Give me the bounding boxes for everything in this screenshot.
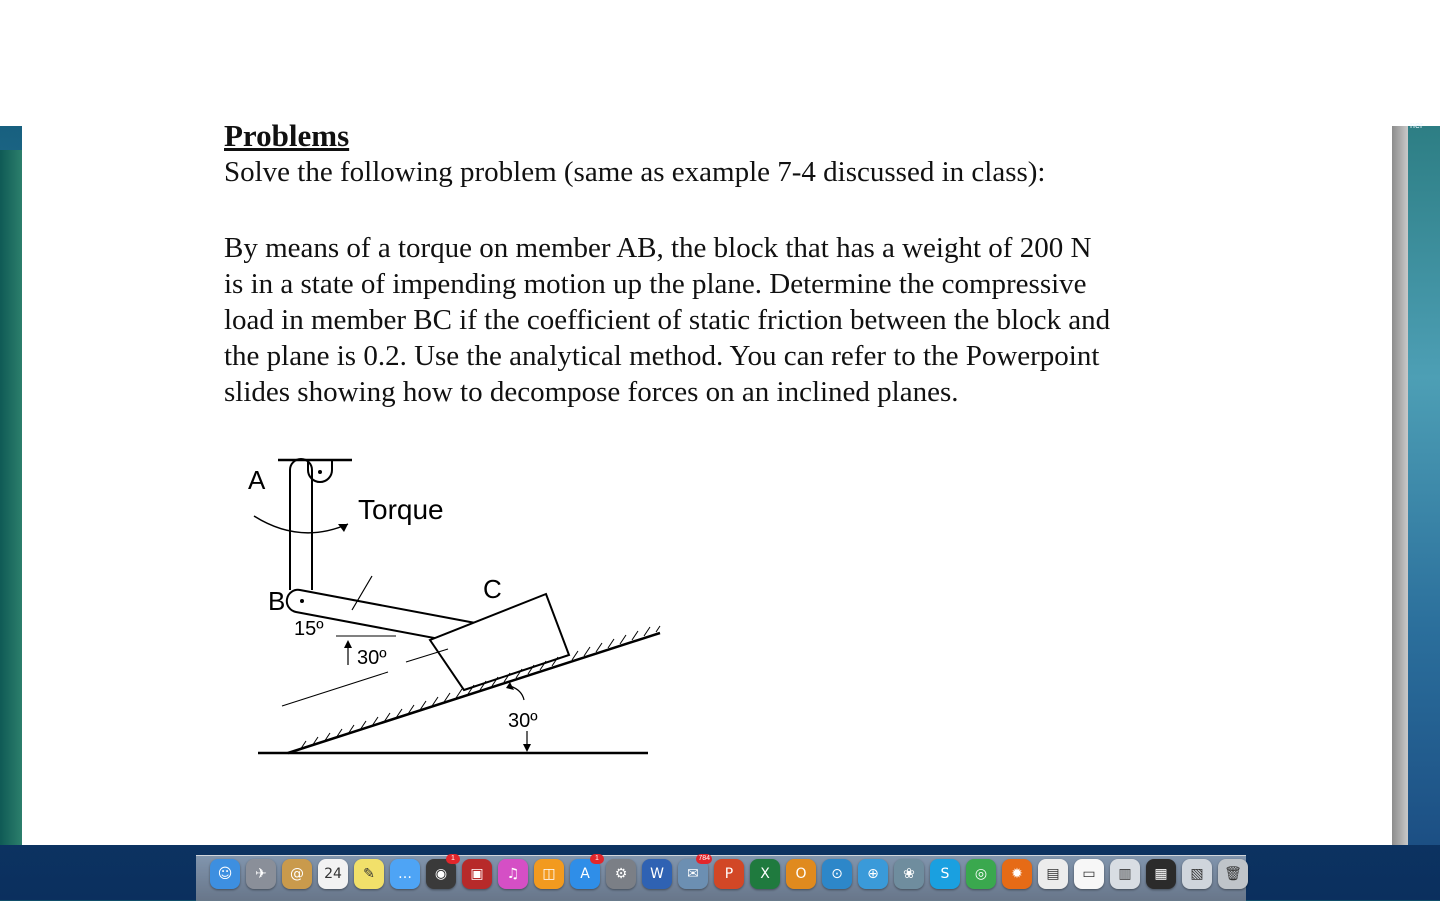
intro-line: Solve the following problem (same as example 7-4 discussed in class): [224, 156, 1046, 188]
pin-b [300, 599, 304, 603]
appstore-icon[interactable] [570, 855, 600, 889]
dock-icon-glyph: ✎ [363, 866, 375, 882]
dock-icon-glyph: ▥ [1118, 866, 1132, 882]
label-a: A [248, 465, 266, 495]
dock-icon-glyph: ✈ [255, 866, 267, 882]
excel-icon[interactable] [750, 859, 780, 889]
dock-badge: 784 [698, 855, 710, 862]
left-wallpaper-strip [0, 150, 22, 845]
chrome-icon[interactable] [966, 859, 996, 889]
calendar-icon[interactable] [318, 859, 348, 889]
label-angle-30-plane: 30º [508, 710, 538, 732]
problem-paragraph [224, 230, 1204, 410]
dock-icon-glyph: @ [290, 866, 304, 882]
dock-icon-glyph: ❀ [903, 866, 915, 882]
paragraph-line: the plane is 0.2. Use the analytical method. You can refer to the Powerpoint [224, 340, 1100, 372]
dock-icon-glyph: A [580, 866, 590, 882]
finder-icon[interactable] [210, 859, 240, 889]
firefox-icon[interactable] [1002, 859, 1032, 889]
itunes-icon[interactable] [498, 859, 528, 889]
dock-icon-glyph: 24 [324, 866, 342, 882]
torque-arc [254, 516, 348, 533]
dock-icon-glyph: ✉ [687, 866, 699, 882]
dock-icon-glyph: ⚙ [614, 866, 628, 882]
dock-icon-glyph: ♫ [506, 866, 520, 882]
skype-icon[interactable] [930, 859, 960, 889]
desktop-wallpaper [1408, 126, 1440, 845]
pin-a [318, 470, 322, 474]
onenote-icon[interactable] [786, 859, 816, 889]
facetime-icon[interactable] [426, 855, 456, 889]
label-b: B [268, 586, 286, 616]
dock-icons [210, 854, 1248, 894]
angle-arrowhead-30-member [344, 640, 352, 648]
blank-doc-icon[interactable] [1074, 859, 1104, 889]
dock-icon-glyph: ⊙ [831, 866, 843, 882]
dock-icon-glyph: ☺ [217, 866, 233, 882]
powerpoint-icon[interactable] [714, 859, 744, 889]
dock-icon-glyph: W [650, 866, 664, 882]
dock-icon-glyph: ◉ [434, 866, 448, 882]
problems-heading: Problems [224, 118, 350, 153]
label-c: C [483, 574, 502, 604]
preview-icon[interactable] [894, 859, 924, 889]
dock-icon-glyph: X [760, 866, 770, 882]
dock-badge: 1 [590, 854, 604, 864]
dock-badge: 1 [446, 854, 460, 864]
dock-icon-glyph: O [795, 866, 807, 882]
paragraph-line: load in member BC if the coefficient of static friction between the block and [224, 304, 1111, 336]
contacts-icon[interactable] [282, 859, 312, 889]
word-icon[interactable] [642, 859, 672, 889]
dock-icon-glyph: ▣ [470, 866, 484, 882]
paragraph-line: slides showing how to decompose forces on an inclined planes. [224, 376, 959, 408]
label-angle-15: 15º [294, 618, 324, 640]
dock-icon-glyph: ▧ [1190, 866, 1204, 882]
mechanism-figure [240, 450, 680, 770]
dock-icon-glyph: P [724, 866, 734, 882]
screen-thumb-icon[interactable] [1146, 859, 1176, 889]
mechanism-diagram [240, 450, 680, 770]
top-blank-area [0, 0, 1440, 126]
dock-icon-glyph: ⊕ [867, 866, 879, 882]
angle-arrowhead-30-plane-bottom [523, 744, 531, 752]
window-scroll-edge[interactable] [1392, 126, 1408, 845]
photobooth-icon[interactable] [462, 859, 492, 889]
outlook-icon[interactable] [822, 859, 852, 889]
window-thumb-icon[interactable] [1110, 859, 1140, 889]
dock-icon-glyph: 🗑 [1224, 866, 1242, 882]
image-thumb-icon[interactable] [1182, 859, 1212, 889]
parallel-reference-1 [282, 672, 388, 706]
dock-icon-glyph: ◎ [974, 866, 988, 882]
paragraph-line: By means of a torque on member AB, the block that has a weight of 200 N [224, 232, 1092, 264]
label-torque: Torque [358, 494, 444, 525]
member-ab [290, 459, 312, 590]
label-angle-30-member: 30º [357, 647, 387, 669]
dock-icon-glyph: ▭ [1082, 866, 1096, 882]
dock-icon-glyph: ▤ [1046, 866, 1060, 882]
document-text [224, 118, 1204, 410]
doc-file-icon[interactable] [1038, 859, 1068, 889]
paragraph-line: is in a state of impending motion up the plane. Determine the compressive [224, 268, 1087, 300]
notes-icon[interactable] [354, 859, 384, 889]
dock-icon-glyph: S [940, 866, 950, 882]
ibooks-icon[interactable] [534, 859, 564, 889]
trash-icon[interactable] [1218, 859, 1248, 889]
dock-icon-glyph: ✹ [1011, 866, 1023, 882]
background-window-label: ner [1410, 120, 1424, 130]
block [430, 594, 569, 690]
dock-icon-glyph: ◫ [542, 866, 556, 882]
messages-icon[interactable] [390, 859, 420, 889]
system-preferences-icon[interactable] [606, 859, 636, 889]
launchpad-icon[interactable] [246, 859, 276, 889]
dock-icon-glyph: … [398, 866, 412, 882]
mail-icon[interactable] [678, 855, 710, 889]
dock-icon-glyph: ▦ [1154, 866, 1168, 882]
safari-icon[interactable] [858, 859, 888, 889]
